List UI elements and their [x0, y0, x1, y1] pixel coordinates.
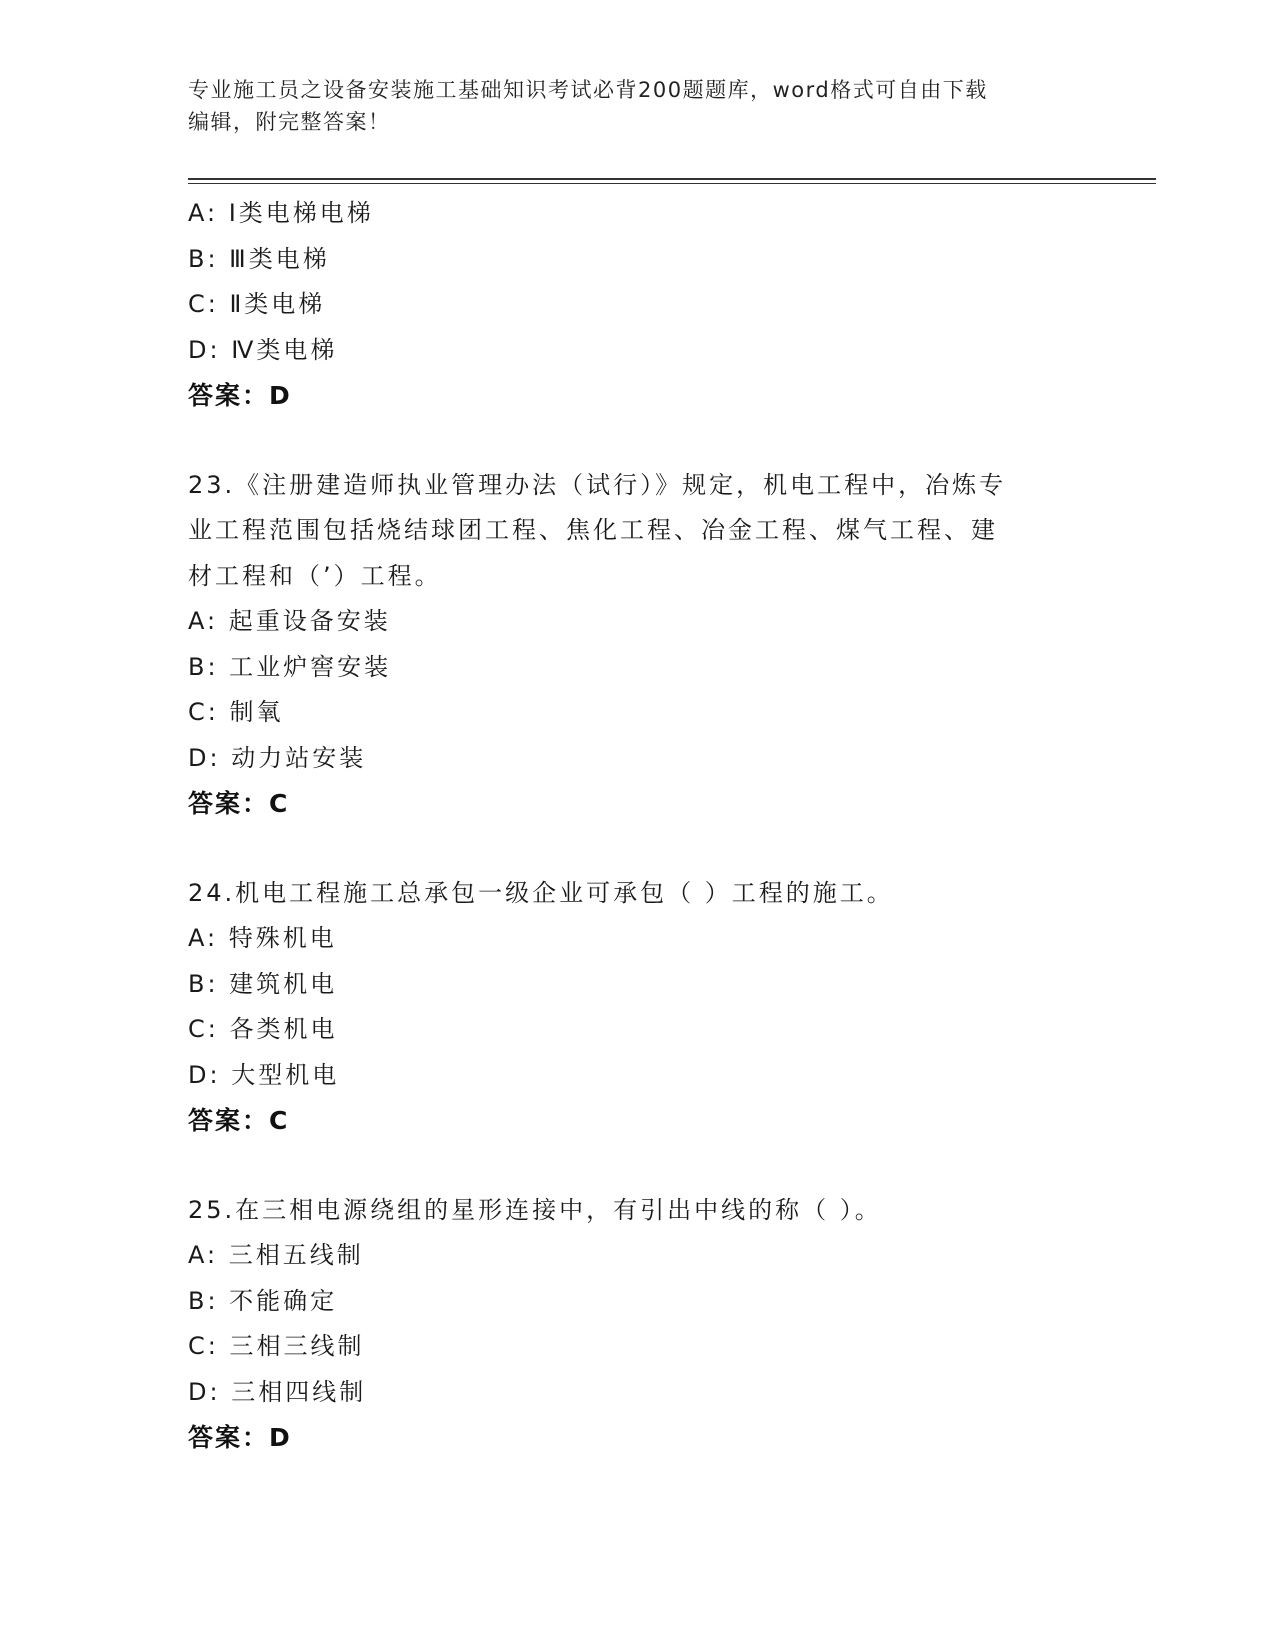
option-a: A: 起重设备安装 [188, 607, 391, 635]
option-d: D: 动力站安装 [188, 743, 367, 772]
document-header [188, 74, 1088, 138]
question-text-line: 25.在三相电源绕组的星形连接中，有引出中线的称（ ）。 [188, 1195, 882, 1224]
answer-line: 答案：C [188, 1106, 290, 1135]
answer-line: 答案：D [188, 1423, 292, 1452]
option-d: D: 大型机电 [188, 1060, 340, 1089]
question-22-continued [188, 191, 1088, 419]
answer-line: 答案：D [188, 381, 292, 410]
option-a: A: 三相五线制 [188, 1241, 364, 1269]
header-divider-thin [188, 183, 1156, 184]
option-a: A: Ⅰ类电梯电梯 [188, 199, 374, 227]
option-a: A: 特殊机电 [188, 924, 337, 952]
option-b: B: 建筑机电 [188, 969, 338, 998]
option-c: C: Ⅱ类电梯 [188, 290, 326, 318]
option-b: B: Ⅲ类电梯 [188, 244, 330, 273]
question-25 [188, 1188, 1088, 1461]
option-d: D: 三相四线制 [188, 1377, 367, 1406]
option-c: C: 三相三线制 [188, 1332, 365, 1360]
option-c: C: 各类机电 [188, 1015, 338, 1043]
question-text-line: 材工程和（’）工程。 [188, 561, 442, 590]
option-b: B: 不能确定 [188, 1286, 338, 1315]
question-24 [188, 871, 1088, 1144]
header-divider-thick [188, 178, 1156, 180]
option-c: C: 制氧 [188, 698, 284, 726]
header-title-line-1: 专业施工员之设备安装施工基础知识考试必背200题题库，word格式可自由下载 [188, 78, 988, 102]
question-23 [188, 463, 1088, 827]
header-title-line-2: 编辑，附完整答案！ [188, 110, 391, 134]
question-list [188, 191, 1088, 1505]
option-d: D: Ⅳ类电梯 [188, 335, 338, 364]
answer-line: 答案：C [188, 789, 290, 818]
option-b: B: 工业炉窖安装 [188, 652, 392, 681]
question-text-line: 23.《注册建造师执业管理办法（试行）》规定，机电工程中，冶炼专 [188, 470, 1007, 499]
question-text-line: 24.机电工程施工总承包一级企业可承包（ ）工程的施工。 [188, 878, 894, 907]
question-text-line: 业工程范围包括烧结球团工程、焦化工程、冶金工程、煤气工程、建 [188, 516, 998, 544]
